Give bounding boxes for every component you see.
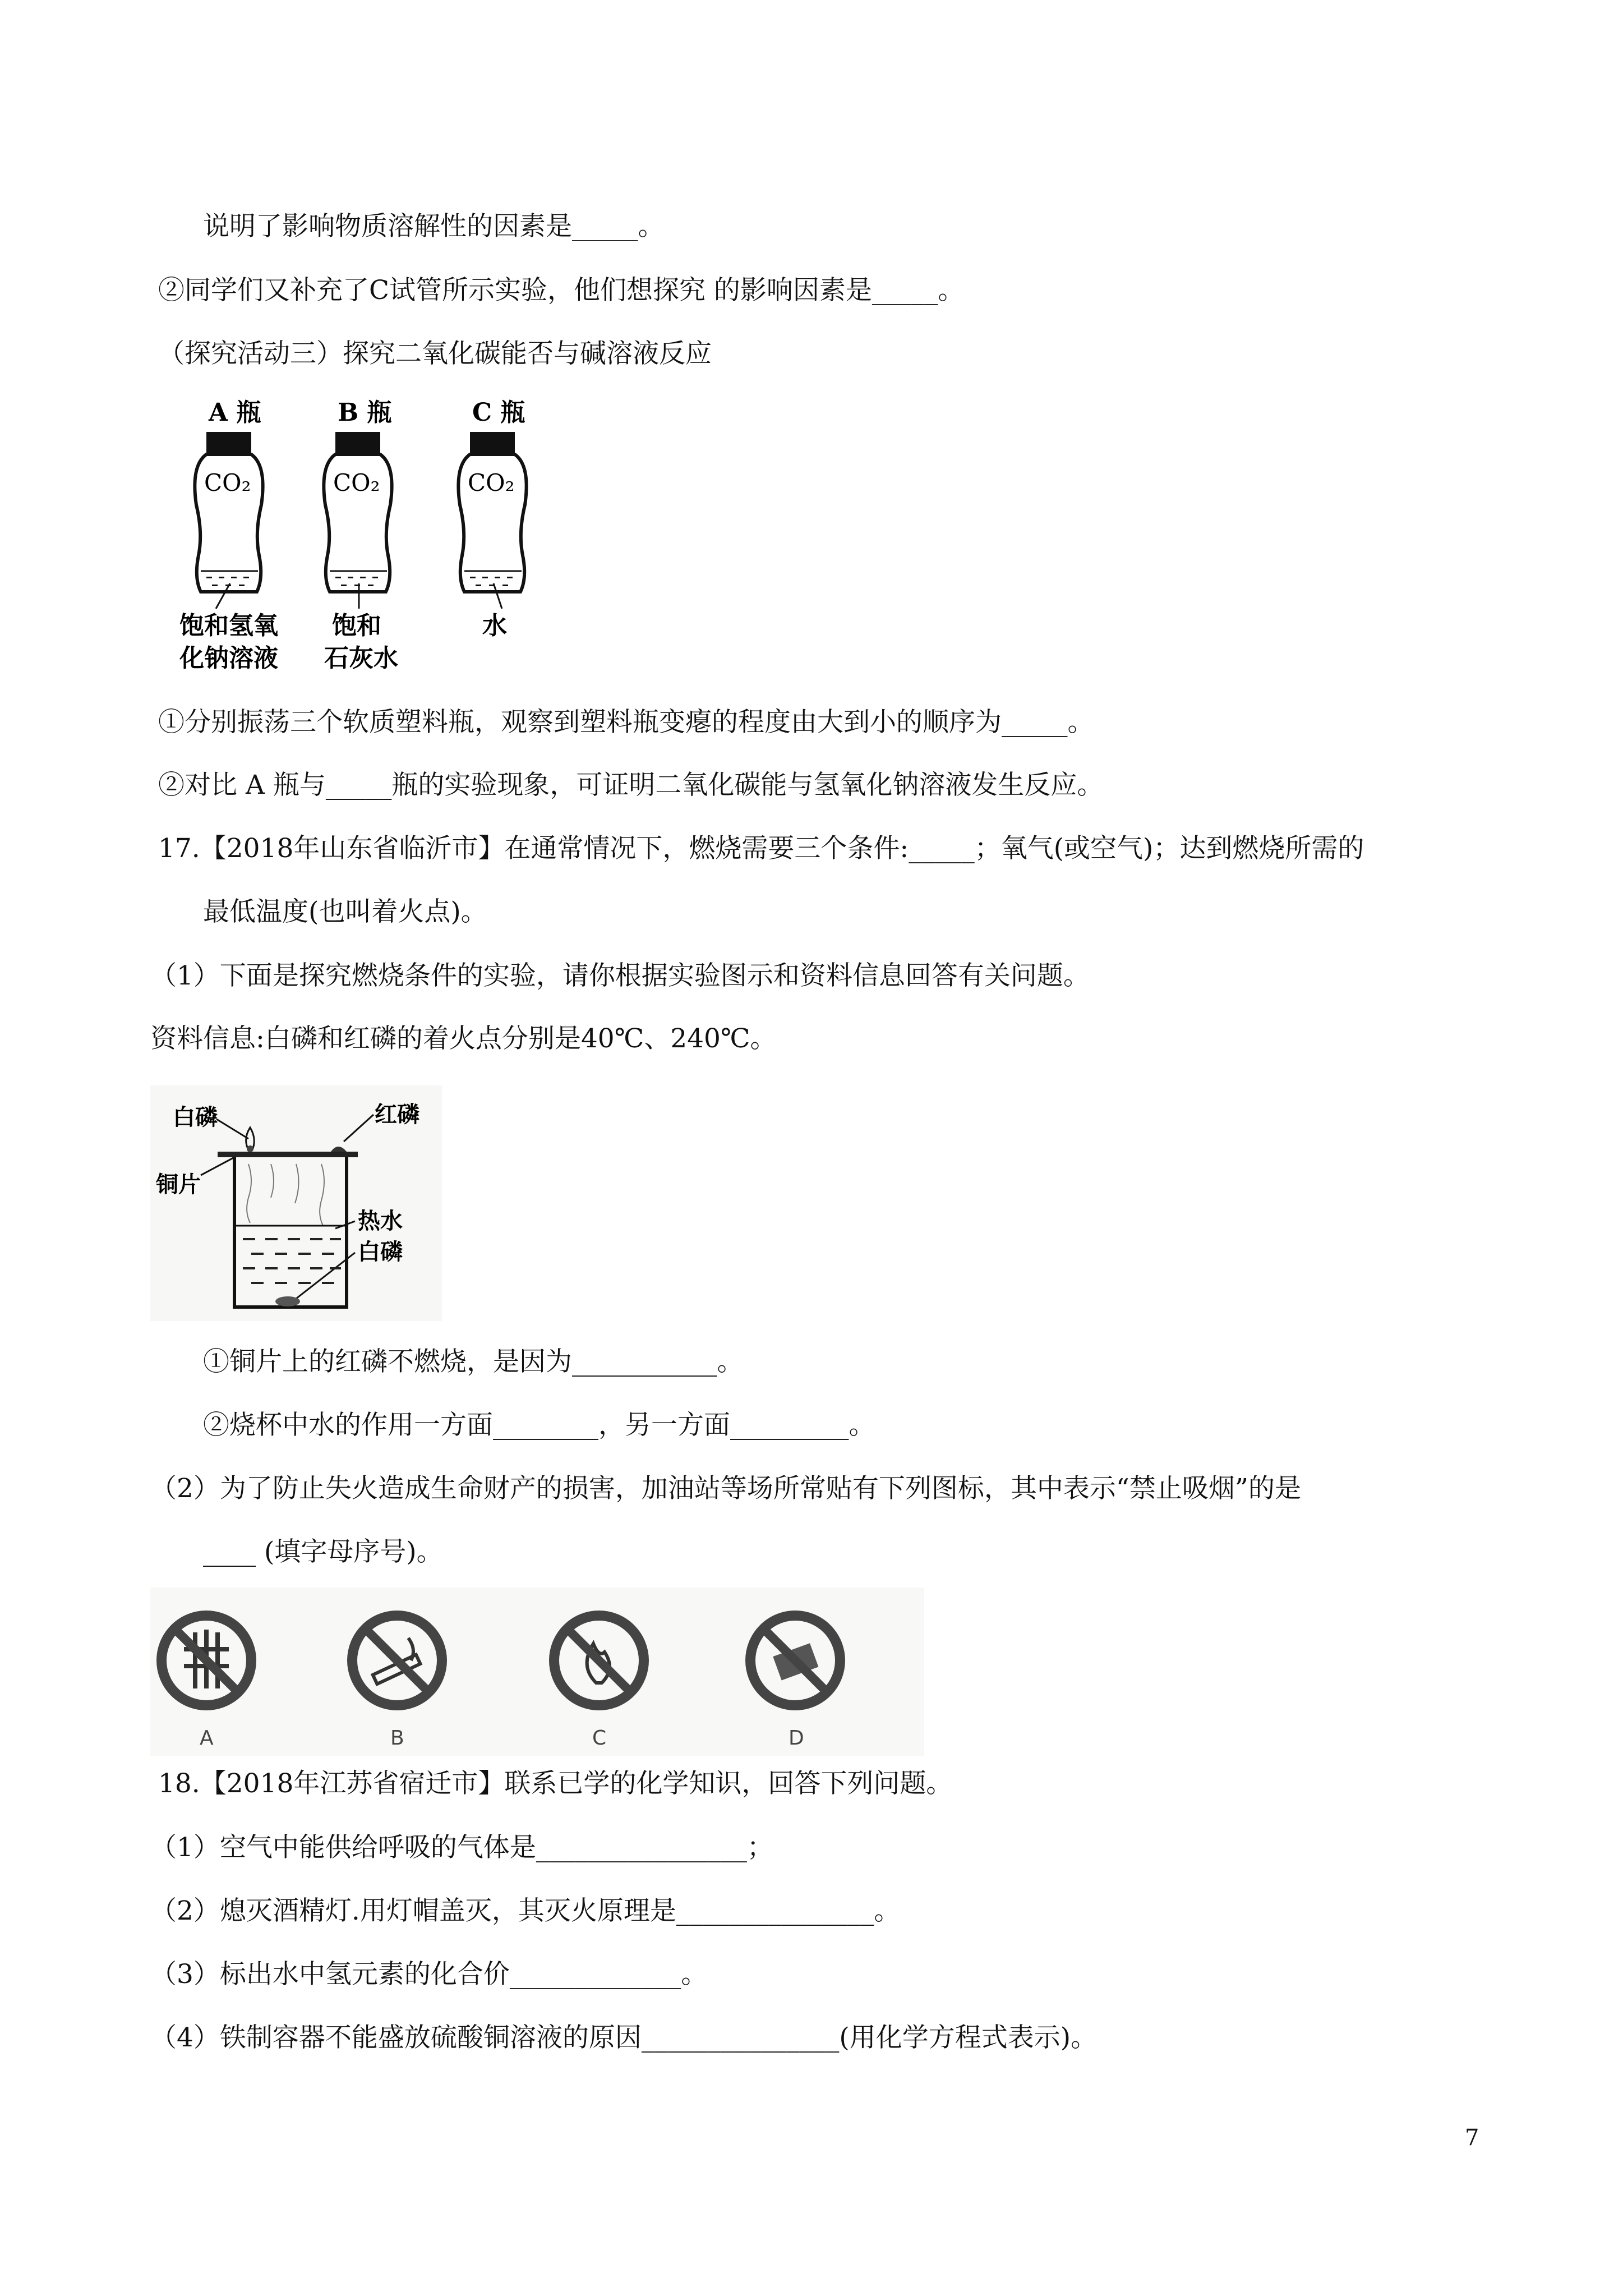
- text-line: 最低温度(也叫着火点)。: [203, 896, 487, 927]
- white-phosphorus-top-label: 白磷: [173, 1104, 218, 1130]
- red-phosphorus-label: 红磷: [375, 1101, 419, 1128]
- sign-a-letter: A: [200, 1727, 214, 1750]
- sign-d-letter: D: [789, 1727, 804, 1750]
- text-line: ②烧杯中水的作用一方面________，另一方面_________。: [203, 1410, 875, 1441]
- bottle-b-label: 石灰水: [324, 644, 398, 673]
- text-line: （1）空气中能供给呼吸的气体是________________；: [150, 1832, 773, 1863]
- bottle-a-label: 化钠溶液: [179, 644, 278, 673]
- sign-c-letter: C: [592, 1727, 607, 1750]
- bottle-b-label: 饱和: [332, 611, 381, 640]
- bottle-a-title: A 瓶: [209, 398, 261, 427]
- text-line: （探究活动三）探究二氧化碳能否与碱溶液反应: [158, 338, 712, 369]
- text-line: （4）铁制容器不能盛放硫酸铜溶液的原因_______________(用化学方程式表示)。: [150, 2022, 1098, 2053]
- copper-sheet-label: 铜片: [156, 1171, 201, 1198]
- bottle-a-label: 饱和氢氧: [179, 611, 278, 640]
- bottle-a-gas: CO₂: [204, 469, 251, 496]
- sign-b-letter: B: [390, 1727, 404, 1750]
- white-phosphorus-bottom-label: 白磷: [358, 1239, 403, 1265]
- text-line: ②同学们又补充了C试管所示实验，他们想探究 的影响因素是_____。: [158, 275, 965, 306]
- bottle-b-gas: CO₂: [333, 469, 380, 496]
- combustion-beaker-figure: [150, 1085, 442, 1321]
- text-line: （2）为了防止失火造成生命财产的损害，加油站等场所常贴有下列图标，其中表示“禁止吸烟”的是: [150, 1473, 1301, 1504]
- text-line: （2）熄灭酒精灯.用灯帽盖灭，其灭火原理是_______________。: [150, 1895, 901, 1926]
- text-line: （3）标出水中氢元素的化合价_____________。: [150, 1959, 708, 1990]
- text-line: ①分别振荡三个软质塑料瓶，观察到塑料瓶变瘪的程度由大到小的顺序为_____。: [158, 707, 1094, 738]
- safety-signs-figure: [150, 1588, 924, 1756]
- text-line: 17.【2018年山东省临沂市】在通常情况下，燃烧需要三个条件:_____；氧气(或空气)；达到燃烧所需的: [158, 833, 1364, 864]
- text-line: 18.【2018年江苏省宿迁市】联系已学的化学知识，回答下列问题。: [158, 1768, 953, 1799]
- text-line: ____ (填字母序号)。: [203, 1536, 443, 1567]
- page-number: 7: [1465, 2125, 1479, 2151]
- bottle-b-title: B 瓶: [338, 398, 392, 427]
- hot-water-label: 热水: [358, 1208, 403, 1234]
- text-line: 资料信息:白磷和红磷的着火点分别是40℃、240℃。: [150, 1023, 777, 1054]
- text-line: 说明了影响物质溶解性的因素是_____。: [203, 211, 665, 242]
- bottle-c-title: C 瓶: [472, 398, 525, 427]
- text-line: （1）下面是探究燃烧条件的实验，请你根据实验图示和资料信息回答有关问题。: [150, 960, 1090, 991]
- bottle-c-gas: CO₂: [468, 469, 515, 496]
- text-line: ①铜片上的红磷不燃烧，是因为___________。: [203, 1346, 744, 1377]
- co2-bottles-figure: [163, 393, 566, 684]
- text-line: ②对比 A 瓶与_____瓶的实验现象，可证明二氧化碳能与氢氧化钠溶液发生反应。: [158, 770, 1104, 800]
- bottle-c-label: 水: [482, 611, 507, 640]
